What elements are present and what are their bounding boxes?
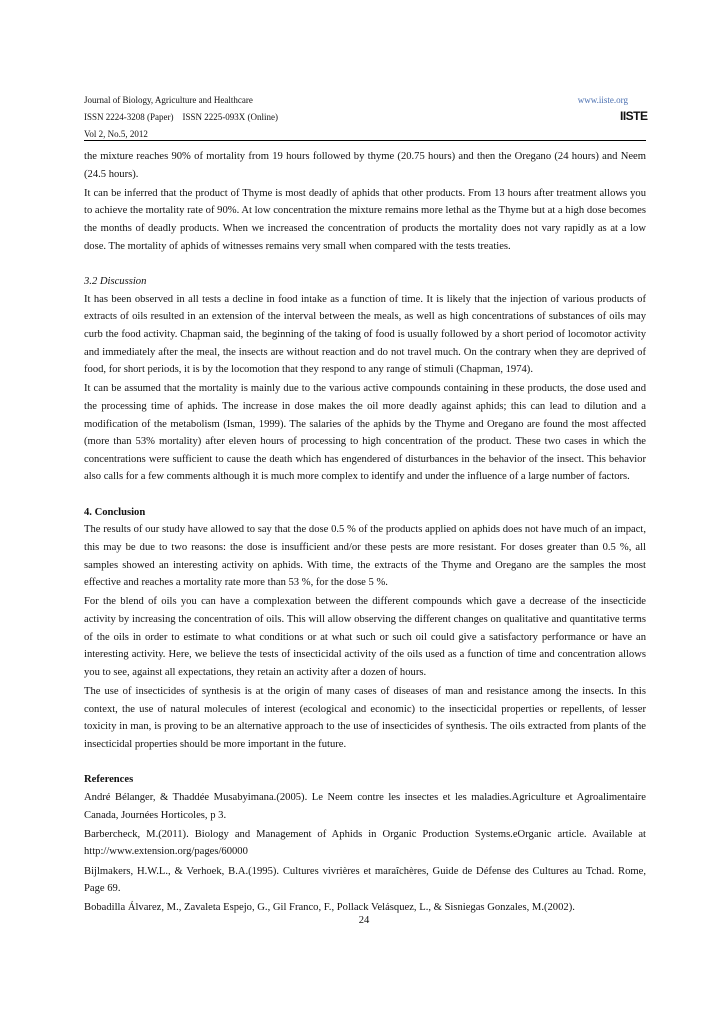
paragraph: It can be inferred that the product of Thyme is most deadly of aphids that other products. From 13 hours after treatment allows you to achieve the mortality rate of 90%. At low concentration the mixture remains more lethal as the Thyme but at a high dose becomes the months of deadly products. When we increased the concentration of products the mortality does not vary rapidly as at a low dose. The mortality of aphids of witnesses remains very small when compared with the tests treaties.	[84, 187, 646, 252]
paragraph: It has been observed in all tests a decline in food intake as a function of time. It is likely that the injection of various products of extracts of oils resulted in an extension of the interval between the meals, as well as high concentrations of substances of oils may curb the food activity. Chapman said, the beginning of the taking of food is usually followed by a short period of locomotor activity and immediately after the meal, the insects are without reaction and do not travel much. On the contrary when they are deprived of food, for short periods, it is by the locomotion that they respond to any range of stimuli (Chapman, 1974).	[84, 293, 646, 376]
issn-online: ISSN 2225-093X (Online)	[182, 112, 278, 122]
paragraph: The use of insecticides of synthesis is at the origin of many cases of diseases of man and resistance among the insects. In this context, the use of natural molecules of interest (ecological and economic) to the insecticidal properties or repellents, of lesser toxicity in man, is proving to be an alternative approach to the use of insecticides of synthesis. The oils extracted from plants of the insecticidal properties should be more important in the future.	[84, 686, 646, 750]
issn-line	[84, 109, 646, 126]
journal-title: Journal of Biology, Agriculture and Healthcare	[84, 95, 253, 105]
section-heading-discussion: 3.2 Discussion	[84, 276, 147, 288]
article-body	[84, 148, 646, 919]
reference-entry: Bobadilla Álvarez, M., Zavaleta Espejo, G., Gil Franco, F., Pollack Velásquez, L., & Sisniegas Gonzales, M.(2002).	[84, 902, 575, 914]
journal-header	[84, 92, 646, 143]
paragraph: It can be assumed that the mortality is mainly due to the various active compounds containing in these products, the dose used and the processing time of aphids. The increase in dose makes the oil more deadly against aphids; this can lead to dilution and a modification of the metabolism (Isman, 1999). The salaries of the aphids by the Thyme and Oregano are found the most affected (more than 53% mortality) after eleven hours of processing to high concentration of the product. These two cases in which the concentrations were sufficient to cause the death which has engendered of disturbances in the behavior of the insect. This behavior also calls for a few comments although it is much more complex to identify and under the influence of a large number of factors.	[84, 383, 646, 483]
page-number: 24	[358, 915, 370, 926]
section-heading-conclusion: 4. Conclusion	[84, 506, 146, 518]
issn-print: ISSN 2224-3208 (Paper)	[84, 112, 174, 122]
volume-info: Vol 2, No.5, 2012	[84, 129, 148, 139]
header-divider	[84, 140, 646, 141]
reference-entry: Bijlmakers, H.W.L., & Verhoek, B.A.(1995). Cultures vivrières et maraîchères, Guide de Défense des Cultures au Tchad. Rome, Page 69.	[84, 865, 646, 895]
paragraph: For the blend of oils you can have a complexation between the different compounds which gave a decrease of the insecticide activity by increasing the concentration of oils. This will allow observing the different changes on qualitative and quantitative terms of the oils in order to estimate to what conditions or at what such or such oil could give a satisfactory performance or have an interesting activity. Here, we believe the tests of insecticidal activity of the oils used as a function of time and concentration allows you to see, against all expectations, they retain an activity after a dozen of hours.	[84, 596, 646, 678]
reference-entry: Barbercheck, M.(2011). Biology and Management of Aphids in Organic Production Systems.eOrganic article. Available at http://www.extension.org/pages/60000	[84, 828, 646, 858]
paragraph: the mixture reaches 90% of mortality from 19 hours followed by thyme (20.75 hours) and then the Oregano (24 hours) and Neem (24.5 hours).	[84, 151, 646, 180]
journal-website-link[interactable]: www.iiste.org	[577, 95, 628, 105]
section-heading-references: References	[84, 774, 134, 786]
paragraph: The results of our study have allowed to say that the dose 0.5 % of the products applied on aphids does not have much of an impact, this may be due to two reasons: the dose is insufficient and/or these pests are more resistant. For doses greater than 0.5 %, all samples showed an interesting activity on aphids. With time, the extracts of the Thyme and Oregano are the samples the most effective and reaches a mortality rate more than 53 %, for the dose 5 %.	[84, 524, 646, 589]
reference-entry: André Bélanger, & Thaddée Musabyimana.(2005). Le Neem contre les insectes et les maladies.Agriculture et Agroalimentaire Canada, Journées Horticoles, p 3.	[84, 791, 646, 821]
iiste-logo: IISTE	[620, 109, 648, 123]
